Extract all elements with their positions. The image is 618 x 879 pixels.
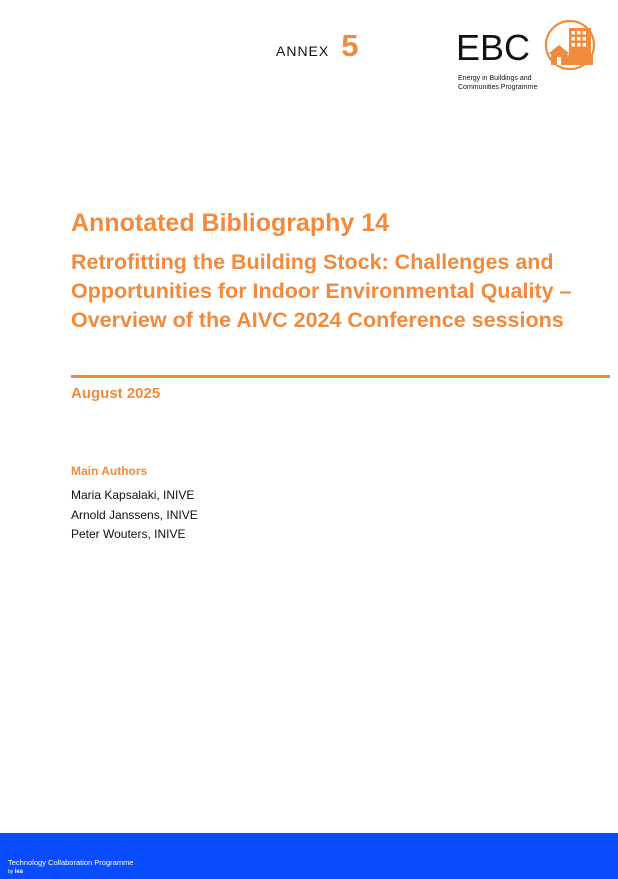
footer-iea-mark: by iea xyxy=(8,869,24,875)
logo-subtitle: Energy in Buildings and Communities Programme xyxy=(458,75,538,91)
footer-band xyxy=(0,833,618,879)
authors-heading: Main Authors xyxy=(71,464,148,478)
footer-programme-text: Technology Collaboration Programme xyxy=(8,858,134,867)
author-item: Maria Kapsalaki, INIVE xyxy=(71,488,195,502)
annex-number: 5 xyxy=(341,28,359,63)
building-house-icon xyxy=(540,18,600,74)
iea-logo: iea xyxy=(14,869,24,875)
author-item: Peter Wouters, INIVE xyxy=(71,527,186,541)
ebc-logo xyxy=(456,18,606,98)
orange-divider xyxy=(71,375,610,378)
annex-label: ANNEX xyxy=(276,43,330,59)
document-subtitle: Retrofitting the Building Stock: Challenges and Opportunities for Indoor Environmental Quality – Overview of the AIVC 2024 Conference sessions xyxy=(71,250,572,332)
logo-name: EBC xyxy=(456,27,531,68)
publication-date: August 2025 xyxy=(71,385,161,402)
document-title: Annotated Bibliography 14 xyxy=(71,209,390,237)
author-item: Arnold Janssens, INIVE xyxy=(71,507,198,522)
annex-label-group xyxy=(276,30,358,61)
authors-list xyxy=(71,486,198,545)
